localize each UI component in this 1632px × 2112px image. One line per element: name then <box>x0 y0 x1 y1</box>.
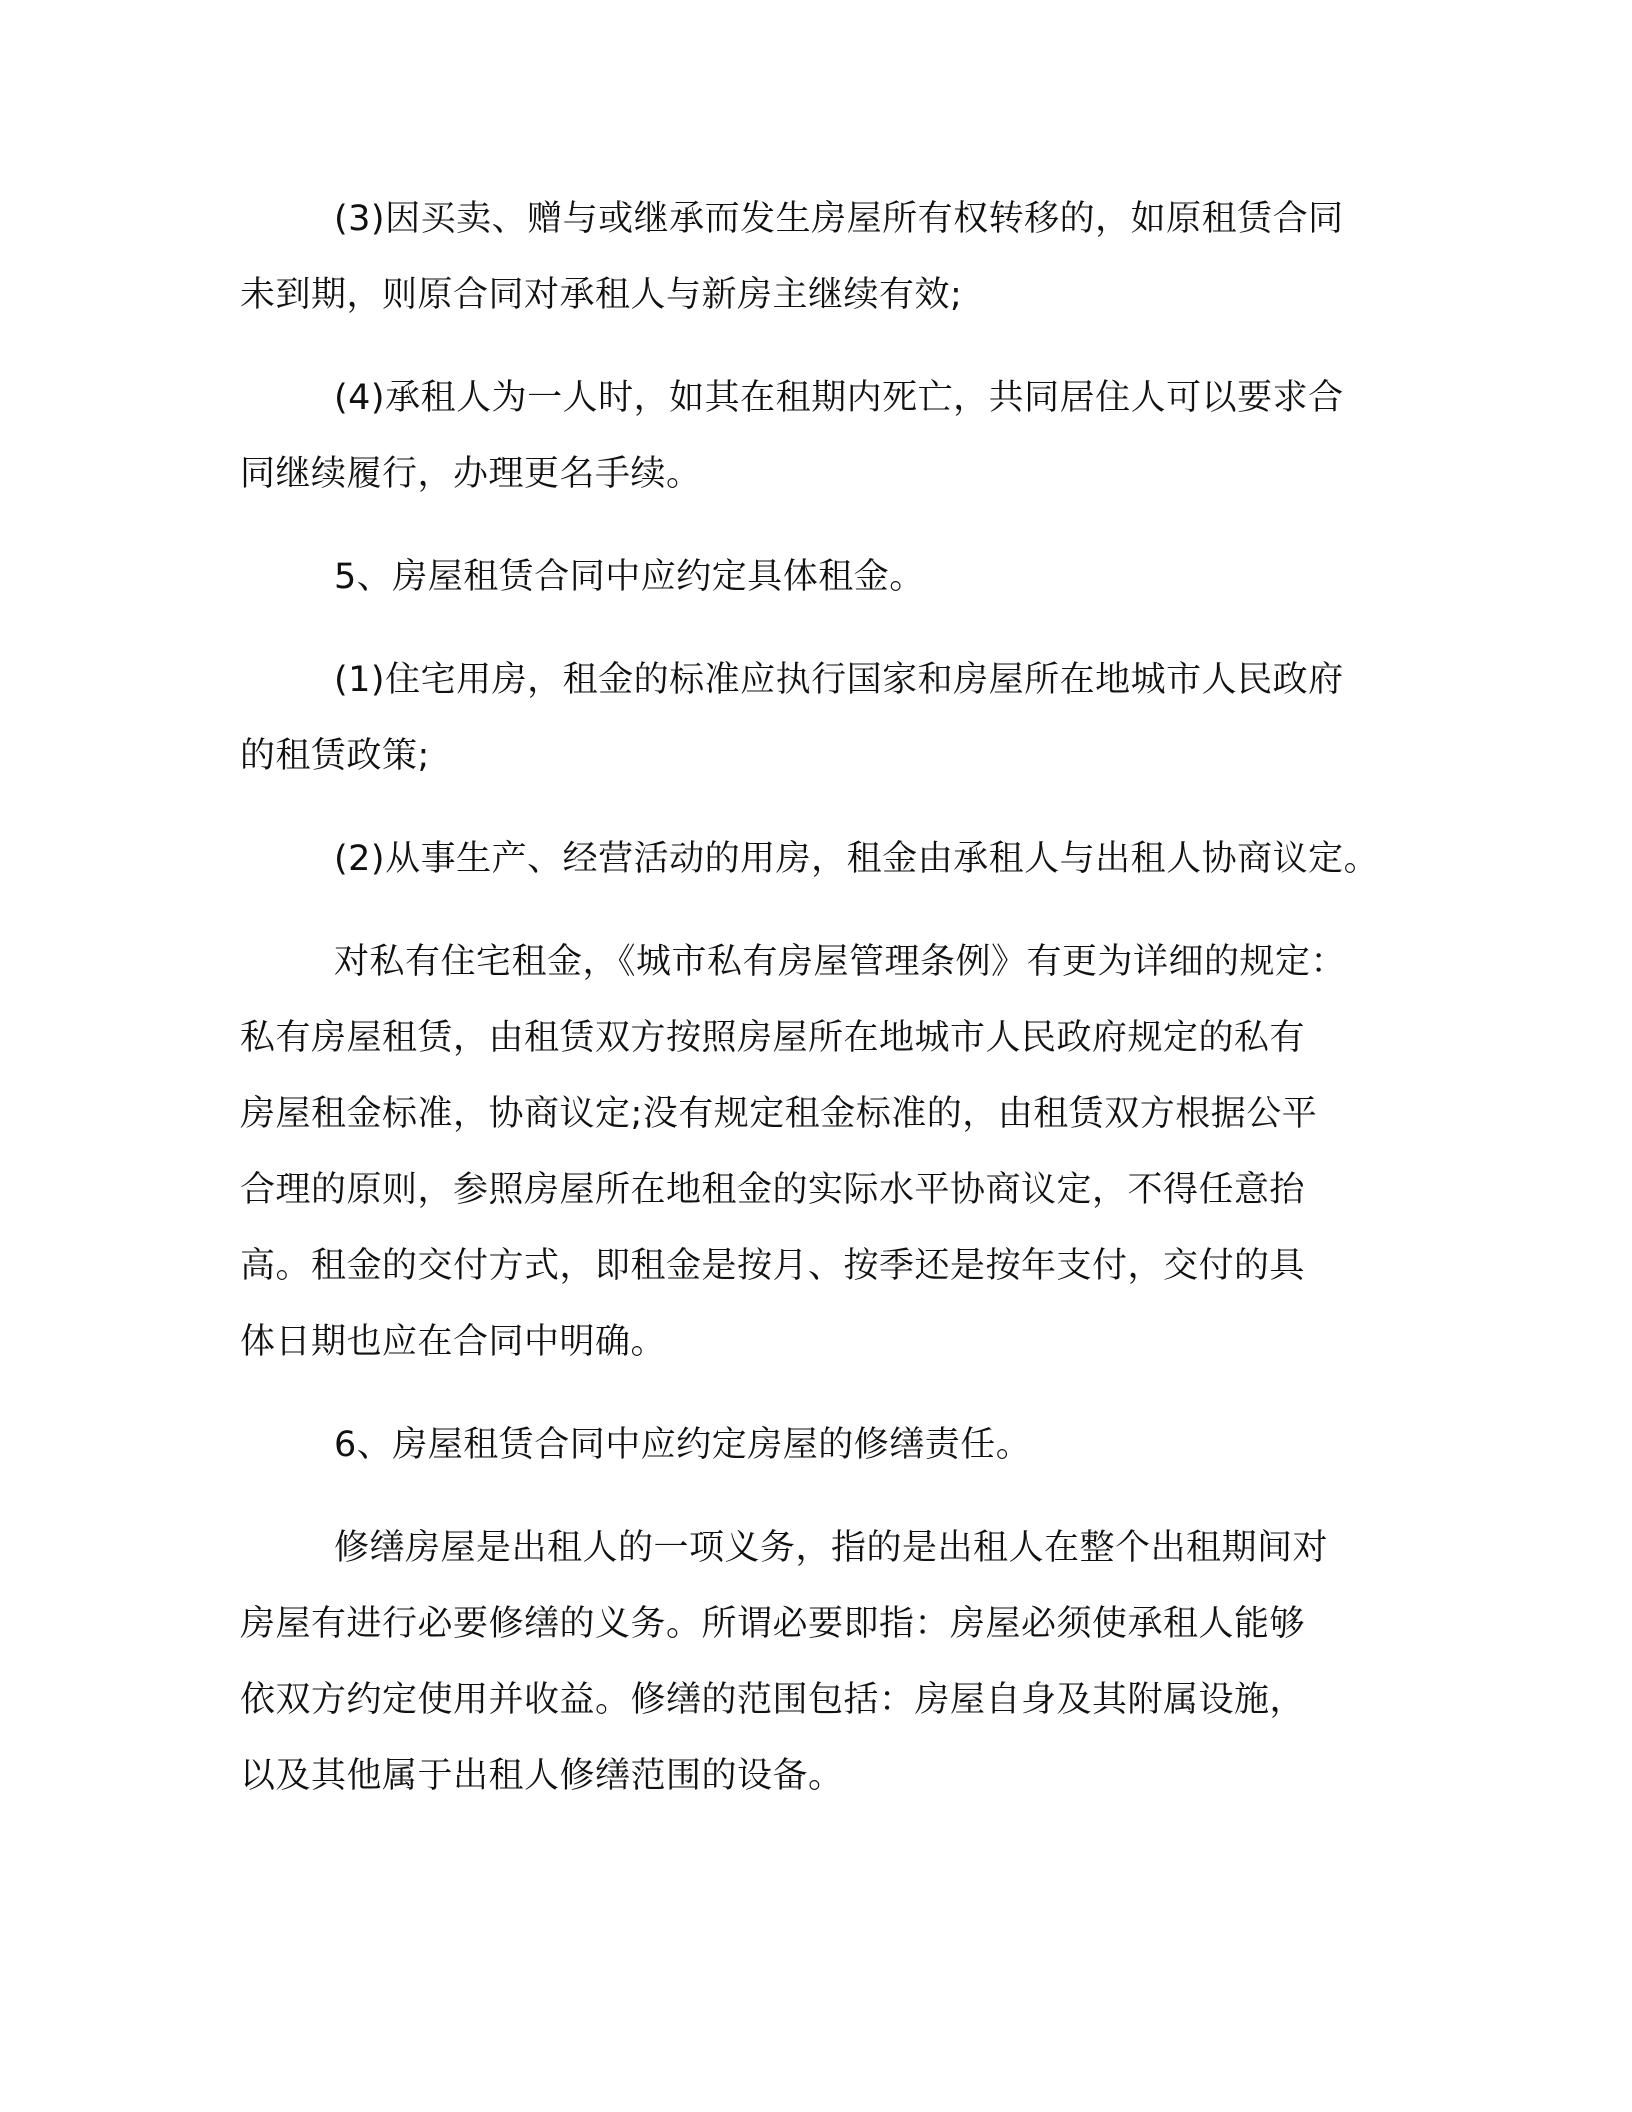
section-heading: 6、房屋租赁合同中应约定房屋的修缮责任。 <box>334 1425 1032 1465</box>
text-line: 修缮房屋是出租人的一项义务，指的是出租人在整个出租期间对 <box>334 1528 1329 1568</box>
section-heading: 5、房屋租赁合同中应约定具体租金。 <box>334 557 925 597</box>
text-line: 以及其他属于出租人修缮范围的设备。 <box>240 1756 844 1796</box>
text-line: 房屋有进行必要修缮的义务。所谓必要即指：房屋必须使承租人能够 <box>240 1604 1306 1644</box>
text-line: 房屋租金标准，协商议定;没有规定租金标准的，由租赁双方根据公平 <box>240 1094 1318 1134</box>
text-line: 合理的原则，参照房屋所在地租金的实际水平协商议定，不得任意抬 <box>240 1170 1306 1210</box>
text-line: (3)因买卖、赠与或继承而发生房屋所有权转移的，如原租赁合同 <box>334 199 1344 239</box>
text-line: 同继续履行，办理更名手续。 <box>240 454 702 494</box>
text-line: 高。租金的交付方式，即租金是按月、按季还是按年支付，交付的具 <box>240 1246 1306 1286</box>
text-line: 对私有住宅租金，《城市私有房屋管理条例》有更为详细的规定： <box>334 942 1347 982</box>
text-line: 的租赁政策; <box>240 736 430 776</box>
text-line: 未到期，则原合同对承租人与新房主继续有效; <box>240 275 963 315</box>
text-line: 私有房屋租赁，由租赁双方按照房屋所在地城市人民政府规定的私有 <box>240 1018 1306 1058</box>
text-line: 依双方约定使用并收益。修缮的范围包括：房屋自身及其附属设施， <box>240 1680 1306 1720</box>
text-line: 体日期也应在合同中明确。 <box>240 1322 667 1362</box>
text-line: (4)承租人为一人时，如其在租期内死亡，共同居住人可以要求合 <box>334 378 1344 418</box>
text-line: (2)从事生产、经营活动的用房，租金由承租人与出租人协商议定。 <box>334 839 1380 879</box>
text-line: (1)住宅用房，租金的标准应执行国家和房屋所在地城市人民政府 <box>334 660 1344 700</box>
